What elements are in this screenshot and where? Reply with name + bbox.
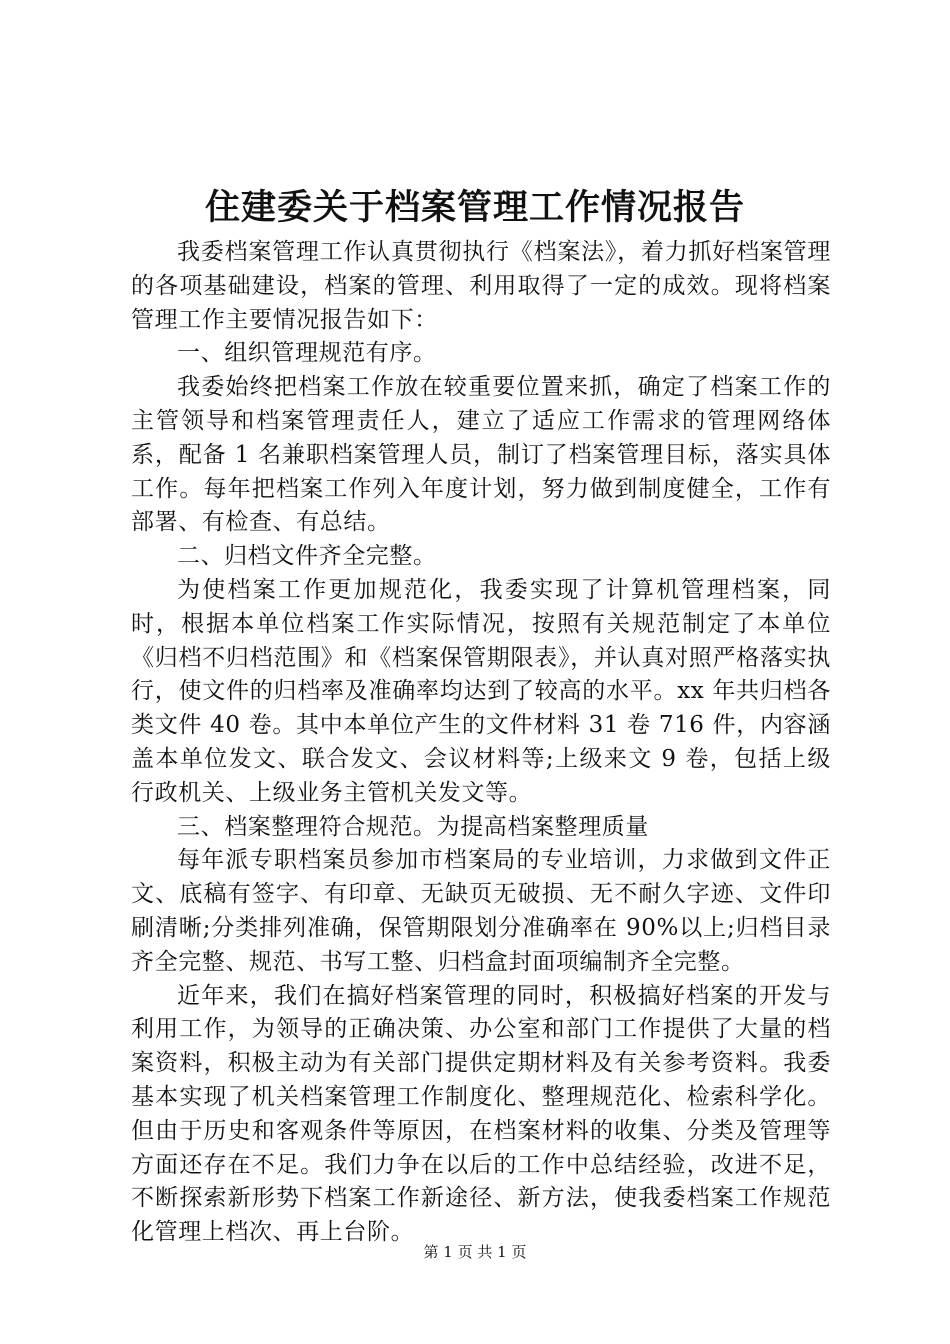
paragraph-conclusion: 近年来，我们在搞好档案管理的同时，积极搞好档案的开发与利用工作，为领导的正确决策、办公室和部门工作提供了大量的档案资料，积极主动为有关部门提供定期材料及有关参考资料。我委基本实现了机关档案管理工作制度化、整理规范化、检索科学化。但由于历史和客观条件等原因，在档案材料的收集、分类及管理等方面还存在不足。我们力争在以后的工作中总结经验，改进不足，不断探索新形势下档案工作新途径、新方法，使我委档案工作规范化管理上档次、再上台阶。 bbox=[131, 982, 831, 1246]
paragraph-intro: 我委档案管理工作认真贯彻执行《档案法》，着力抓好档案管理的各项基础建设，档案的管理、利用取得了一定的成效。现将档案管理工作主要情况报告如下： bbox=[131, 239, 831, 333]
paragraph-organization: 我委始终把档案工作放在较重要位置来抓，确定了档案工作的主管领导和档案管理责任人，建立了适应工作需求的管理网络体系，配备 1 名兼职档案管理人员，制订了档案管理目标，落实具体工作。每年把档案工作列入年度计划，努力做到制度健全，工作有部署、有检查、有总结。 bbox=[131, 374, 831, 536]
page-footer: 第 1 页 共 1 页 bbox=[423, 1243, 527, 1261]
document-body bbox=[131, 236, 831, 1250]
section-heading-3: 三、档案整理符合规范。为提高档案整理质量 bbox=[177, 813, 649, 840]
paragraph-filing: 为使档案工作更加规范化，我委实现了计算机管理档案，同时，根据本单位档案工作实际情况，按照有关规范制定了本单位《归档不归档范围》和《档案保管期限表》，并认真对照严格落实执行，使文件的归档率及准确率均达到了较高的水平。xx 年共归档各类文件 40 卷。其中本单位产生的文件材料 31 卷 716 件，内容涵盖本单位发文、联合发文、会议材料等;上级来文 9 卷，包括上级行政机关、上级业务主管机关发文等。 bbox=[131, 576, 831, 806]
paragraph-training: 每年派专职档案员参加市档案局的专业培训，力求做到文件正文、底稿有签字、有印章、无缺页无破损、无不耐久字迹、文件印刷清晰;分类排列准确，保管期限划分准确率在 90%以上;归档目录齐全完整、规范、书写工整、归档盒封面项编制齐全完整。 bbox=[131, 847, 831, 975]
document-title: 住建委关于档案管理工作情况报告 bbox=[204, 187, 745, 228]
section-heading-2: 二、归档文件齐全完整。 bbox=[177, 543, 437, 570]
section-heading-1: 一、组织管理规范有序。 bbox=[177, 340, 437, 367]
